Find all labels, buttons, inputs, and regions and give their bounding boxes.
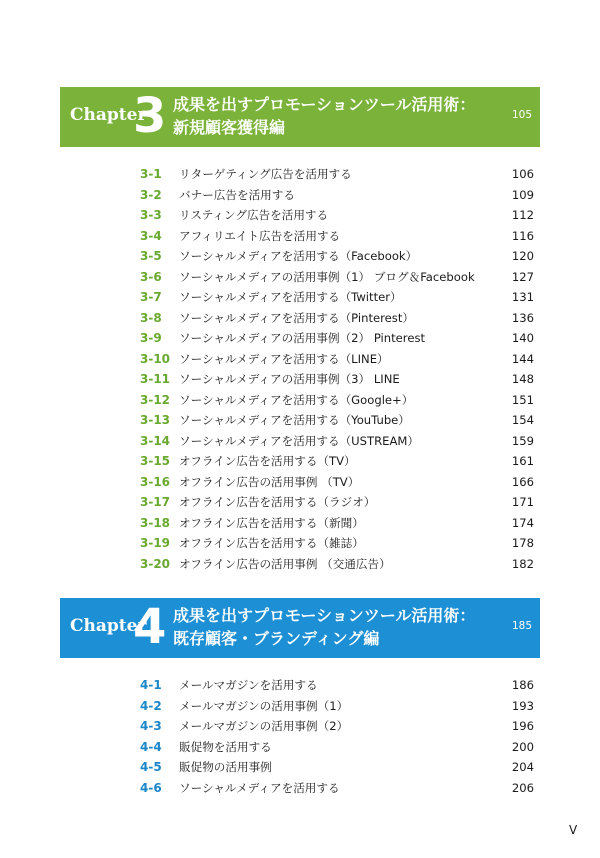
section-number: 3-2 [140,187,162,202]
chapter-number: 3 [133,88,167,144]
section-page: 154 [511,413,534,427]
section-title: ソーシャルメディアを活用する（LINE） [179,351,389,366]
section-title: オフライン広告を活用する（ラジオ） [179,495,376,509]
section-title: オフライン広告を活用する（雑誌） [179,536,364,550]
section-number: 3-17 [140,495,171,509]
section-page: 144 [511,351,534,366]
toc-entry[interactable] [0,369,600,390]
section-page: 148 [511,372,534,386]
section-number: 4-2 [140,698,162,713]
section-page: 200 [511,739,534,754]
section-number: 3-18 [140,515,171,530]
section-page: 116 [511,228,534,243]
section-title: ソーシャルメディアの活用事例（3） LINE [179,372,400,386]
toc-entry[interactable] [0,410,600,431]
chapter-page-number: 185 [512,620,533,632]
section-page: 196 [511,719,534,733]
toc-entry[interactable] [0,716,600,737]
section-page: 112 [511,208,534,222]
chapter-title [173,604,503,650]
chapter-page-number: 105 [512,109,533,121]
section-page: 127 [511,269,534,284]
page-folio: V [569,823,578,837]
section-page: 131 [511,290,534,304]
toc-entry[interactable] [0,287,600,308]
toc-entry[interactable] [0,533,600,554]
section-number: 4-1 [140,678,162,692]
chapter-number: 4 [133,599,167,655]
section-number: 3-13 [140,413,171,427]
chapter-title [173,93,503,139]
toc-entry[interactable] [0,328,600,349]
section-title: ソーシャルメディアの活用事例（2） Pinterest [179,331,426,345]
section-title: メールマガジンの活用事例（2） [179,719,349,733]
toc-entry[interactable] [0,185,600,206]
section-title: 販促物を活用する [179,739,272,754]
section-title: 販促物の活用事例 [179,760,272,774]
chapter-title-line: 成果を出すプロモーションツール活用術： [173,95,476,114]
section-title: ソーシャルメディアを活用する（Pinterest） [179,310,414,325]
section-number: 3-19 [140,536,171,550]
section-title: ソーシャルメディアを活用する [179,780,340,795]
section-number: 3-7 [140,290,162,304]
section-number: 3-14 [140,433,171,448]
section-page: 206 [511,780,534,795]
toc-entry[interactable] [0,737,600,758]
toc-entry[interactable] [0,451,600,472]
section-number: 4-6 [140,780,162,795]
section-number: 3-6 [140,269,162,284]
section-title: オフライン広告を活用する（新聞） [179,515,364,530]
toc-entry[interactable] [0,308,600,329]
section-title: オフライン広告を活用する（TV） [179,454,356,468]
section-number: 3-20 [140,556,171,571]
toc-entry[interactable] [0,226,600,247]
section-title: メールマガジンの活用事例（1） [179,698,349,713]
toc-entry[interactable] [0,246,600,267]
section-title: ソーシャルメディアを活用する（Facebook） [179,249,418,263]
section-title: ソーシャルメディアを活用する（USTREAM） [179,433,420,448]
section-title: ソーシャルメディアを活用する（Google+） [179,392,414,407]
section-page: 204 [511,760,534,774]
section-title: アフィリエイト広告を活用する [179,228,341,243]
section-number: 3-1 [140,167,162,181]
chapter-3-toc [0,164,600,574]
section-page: 174 [511,515,534,530]
section-page: 109 [511,187,534,202]
section-title: ソーシャルメディアの活用事例（1） ブログ＆Facebook [179,269,475,284]
section-number: 4-3 [140,719,162,733]
section-page: 136 [511,310,534,325]
chapter-title-line: 新規顧客獲得編 [173,118,286,137]
section-number: 4-4 [140,739,162,754]
section-number: 3-16 [140,474,171,489]
section-page: 120 [511,249,534,263]
section-number: 3-9 [140,331,162,345]
section-page: 171 [511,495,534,509]
section-title: メールマガジンを活用する [179,678,318,692]
chapter-title-line: 既存顧客・ブランディング編 [173,629,380,648]
chapter-3-banner [60,87,540,147]
section-title: リスティング広告を活用する [179,208,329,222]
section-page: 159 [511,433,534,448]
toc-entry[interactable] [0,554,600,575]
section-number: 3-3 [140,208,162,222]
toc-entry[interactable] [0,164,600,185]
section-number: 3-15 [140,454,171,468]
section-number: 3-5 [140,249,162,263]
toc-entry[interactable] [0,205,600,226]
section-page: 193 [511,698,534,713]
chapter-4-banner [60,598,540,658]
section-page: 140 [511,331,534,345]
toc-entry[interactable] [0,431,600,452]
section-page: 182 [511,556,534,571]
chapter-word: Chapter [70,616,147,636]
toc-entry[interactable] [0,696,600,717]
section-title: ソーシャルメディアを活用する（Twitter） [179,290,402,304]
section-title: オフライン広告の活用事例 （交通広告） [179,556,391,571]
toc-entry[interactable] [0,757,600,778]
section-number: 3-12 [140,392,171,407]
toc-entry[interactable] [0,513,600,534]
section-page: 161 [511,454,534,468]
toc-entry[interactable] [0,472,600,493]
section-title: オフライン広告の活用事例 （TV） [179,474,360,489]
toc-entry[interactable] [0,349,600,370]
section-number: 3-11 [140,372,171,386]
chapter-4-toc [0,675,600,798]
toc-entry[interactable] [0,390,600,411]
toc-entry[interactable] [0,267,600,288]
section-page: 106 [511,167,534,181]
chapter-title-line: 成果を出すプロモーションツール活用術： [173,606,476,625]
toc-entry[interactable] [0,675,600,696]
section-number: 4-5 [140,760,162,774]
section-number: 3-8 [140,310,162,325]
section-title: ソーシャルメディアを活用する（YouTube） [179,413,410,427]
section-page: 178 [511,536,534,550]
section-title: バナー広告を活用する [179,187,295,202]
section-page: 151 [511,392,534,407]
section-number: 3-4 [140,228,162,243]
section-page: 166 [511,474,534,489]
section-title: リターゲティング広告を活用する [179,167,352,181]
chapter-word: Chapter [70,105,147,125]
section-page: 186 [511,678,534,692]
toc-entry[interactable] [0,778,600,799]
section-number: 3-10 [140,351,171,366]
toc-entry[interactable] [0,492,600,513]
